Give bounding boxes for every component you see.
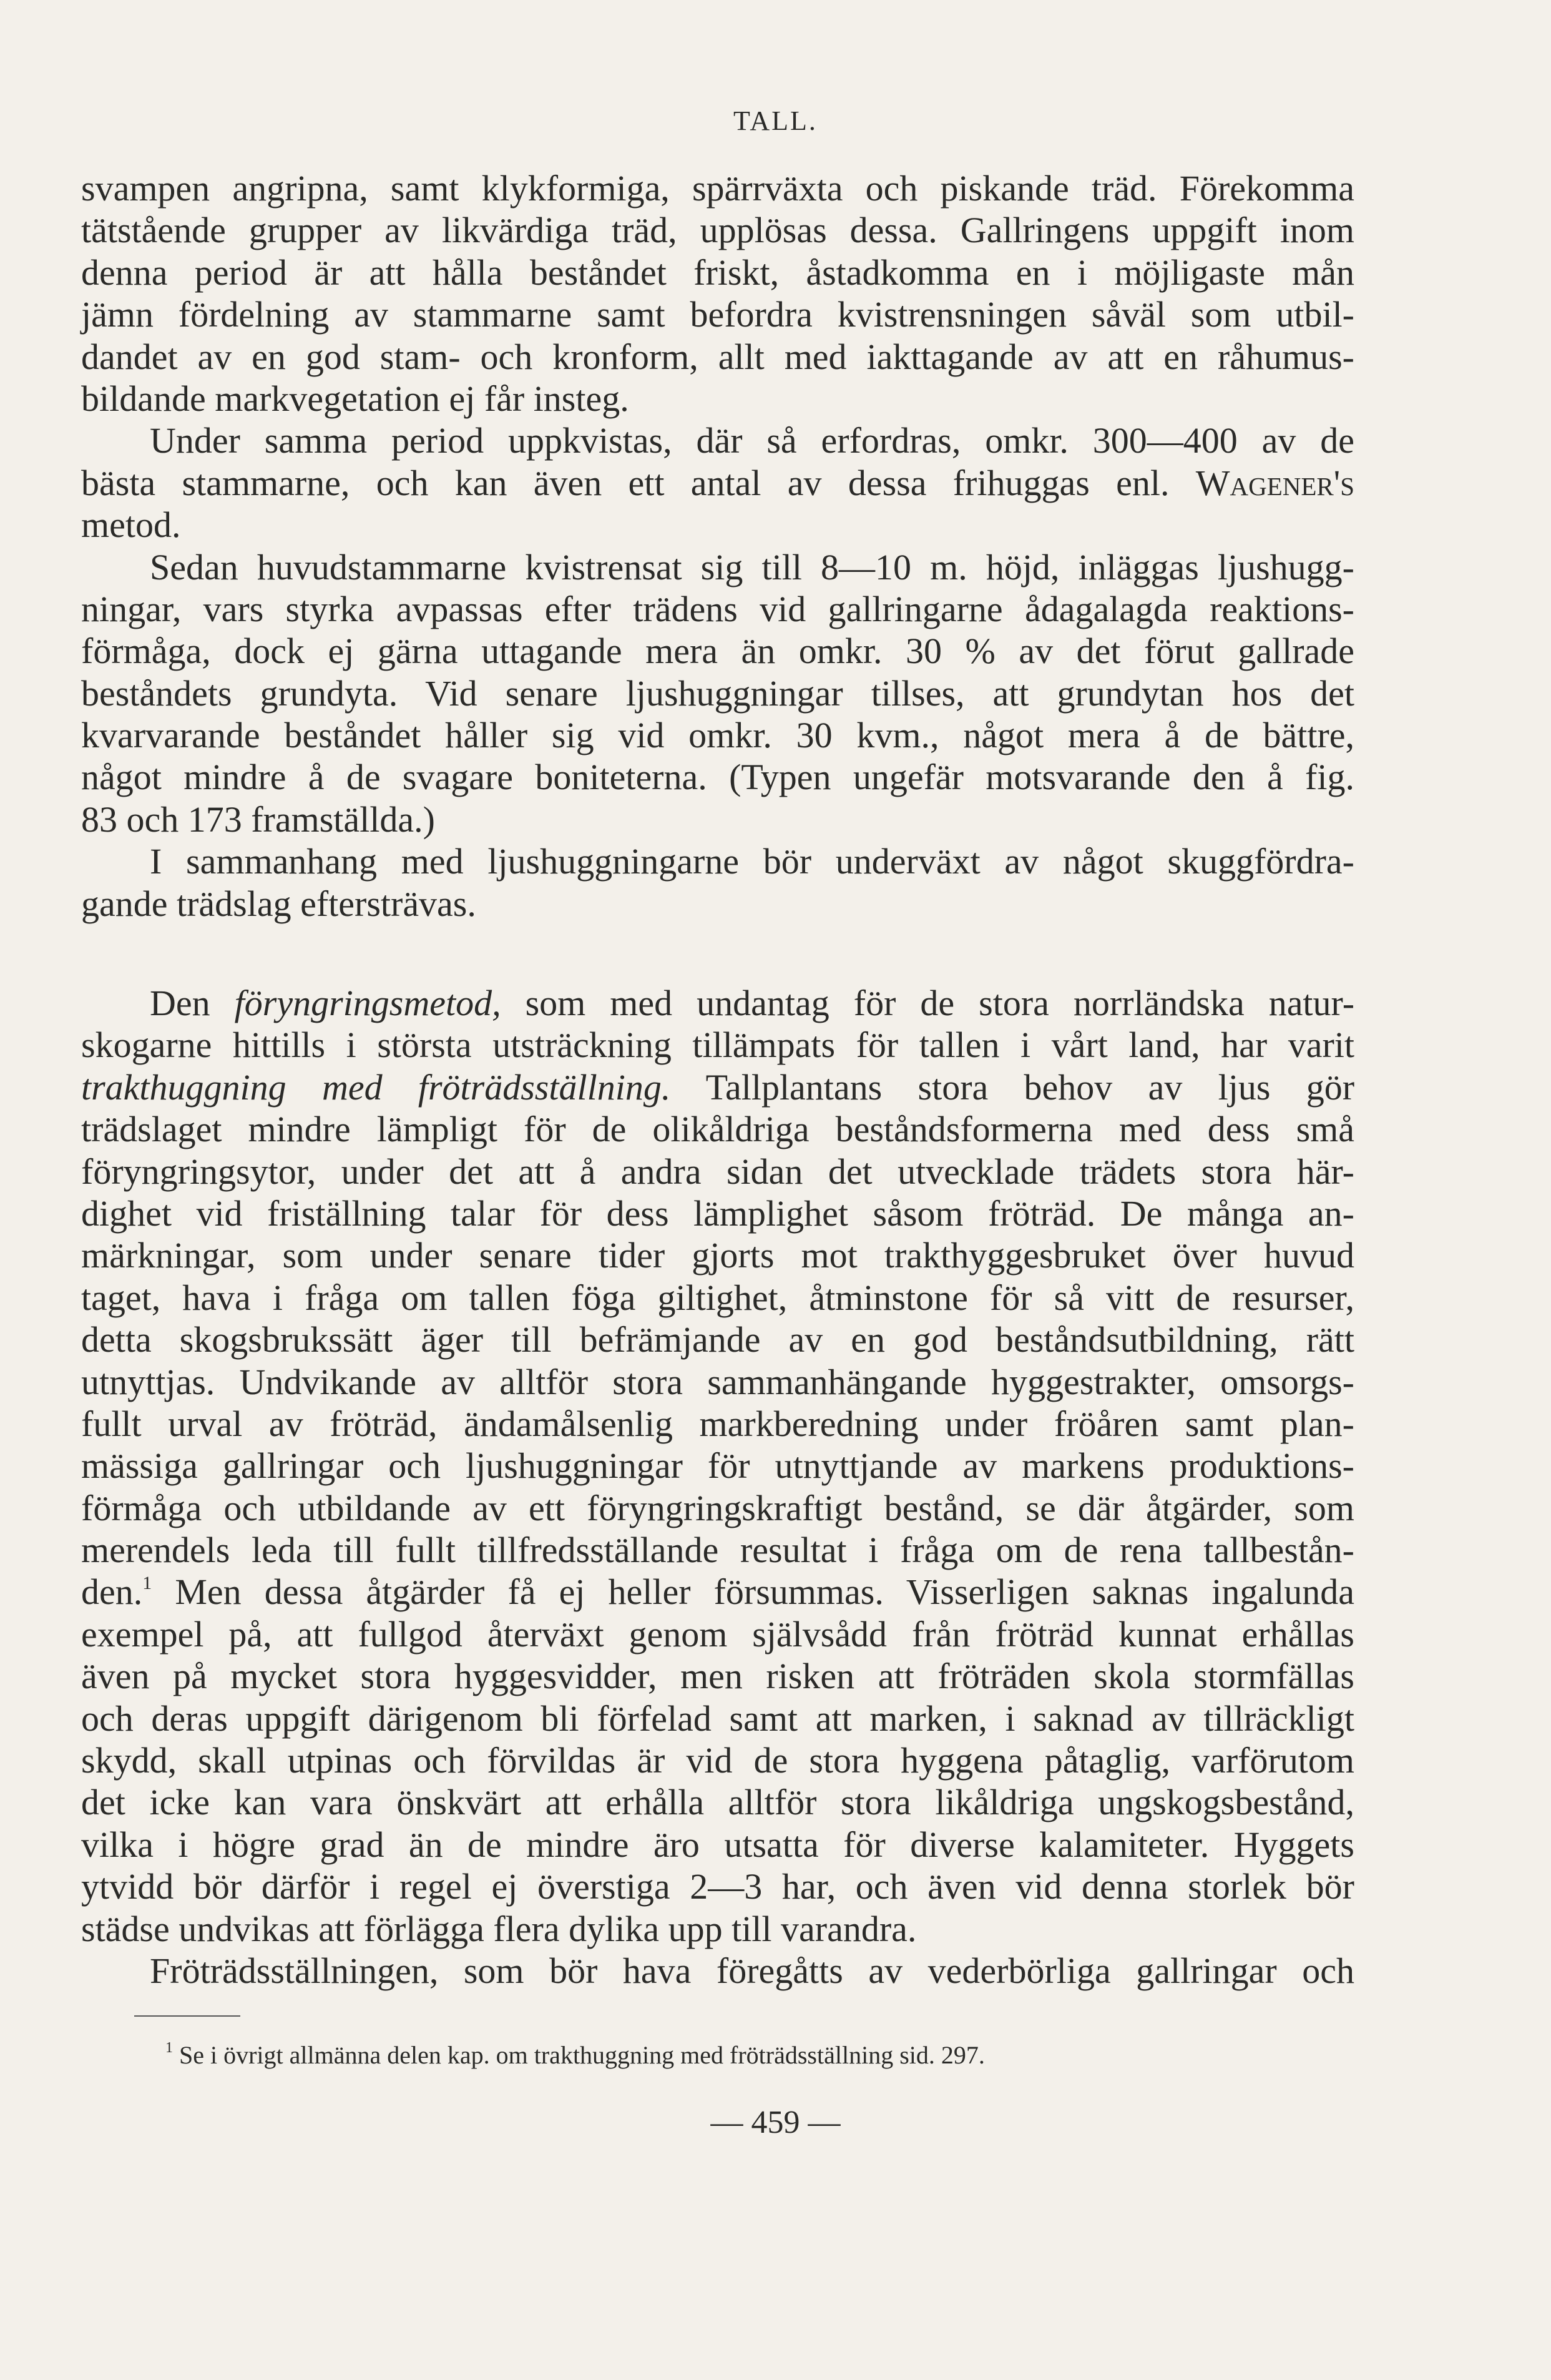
- footnote-text: Se i övrigt allmänna delen kap. om trakthuggning med fröträdsställning sid. 297.: [179, 2041, 985, 2069]
- text-line: mässiga gallringar och ljushuggningar för utnyttjande av markens produktions-: [81, 1445, 1354, 1487]
- italic-term: föryngringsmetod,: [234, 983, 501, 1023]
- text-line: dandet av en god stam- och kronform, allt med iakttagande av att en råhumus-: [81, 336, 1354, 377]
- text-line: och deras uppgift därigenom bli förfelad samt att marken, i saknad av tillräckligt: [81, 1698, 1354, 1739]
- text-fragment: Tallplantans stora behov av ljus gör: [705, 1066, 1355, 1108]
- text-line: utnyttjas. Undvikande av alltför stora sammanhängande hyggestrakter, omsorgs-: [81, 1361, 1354, 1402]
- text-line: förmåga, dock ej gärna uttagande mera än omkr. 30 % av det förut gallrade: [81, 631, 1354, 672]
- footnote-mark: 1: [165, 2040, 173, 2056]
- text-line: taget, hava i fråga om tallen föga giltighet, åtminstone för så vitt de resurser,: [81, 1277, 1354, 1318]
- text-line: ytvidd bör därför i regel ej överstiga 2—3 har, och även vid denna storlek bör: [81, 1866, 1354, 1907]
- text-line: märkningar, som under senare tider gjorts mot trakthyggesbruket över huvud: [81, 1235, 1354, 1276]
- text-line: föryngringsytor, under det att å andra sidan det utvecklade trädets stora här-: [81, 1151, 1354, 1192]
- text-line: även på mycket stora hyggesvidder, men risken att fröträden skola stormfällas: [81, 1656, 1354, 1697]
- text-line: det icke kan vara önskvärt att erhålla alltför stora likåldriga ungskogsbestånd,: [81, 1782, 1354, 1823]
- running-header: TALL.: [733, 106, 818, 136]
- text-fragment: bästa stammarne, och kan även ett antal av dessa frihuggas enl.: [81, 462, 1170, 503]
- text-line: Under samma period uppkvistas, där så erfordras, omkr. 300—400 av de: [150, 420, 1354, 461]
- text-fragment: Men dessa åtgärder få ej heller försummas. Visserligen saknas ingalunda: [175, 1571, 1355, 1613]
- text-line: [81, 462, 1354, 504]
- text-line: metod.: [81, 504, 181, 546]
- paragraph-block-2: [81, 982, 1354, 1992]
- text-line: [81, 1066, 1354, 1108]
- text-line: fullt urval av fröträd, ändamålsenlig markberedning under fröåren samt plan-: [81, 1403, 1354, 1444]
- text-line: Sedan huvudstammarne kvistrensat sig till 8—10 m. höjd, inläggas ljushugg-: [150, 546, 1354, 588]
- text-line: jämn fördelning av stammarne samt befordra kvistrensningen såväl som utbil-: [81, 294, 1354, 335]
- text-line: denna period är att hålla beståndet friskt, åstadkomma en i möjligaste mån: [81, 252, 1354, 293]
- text-line: ningar, vars styrka avpassas efter trädens vid gallringarne ådagalagda reaktions-: [81, 588, 1354, 629]
- author-name: Wagener's: [1195, 462, 1355, 503]
- page-number: — 459 —: [710, 2105, 841, 2140]
- footnote-divider: [134, 2015, 240, 2017]
- text-line: trädslaget mindre lämpligt för de olikåldriga beståndsformerna med dess små: [81, 1109, 1354, 1150]
- text-line: städse undvikas att förlägga flera dylika upp till varandra.: [81, 1908, 917, 1949]
- italic-term: trakthuggning med fröträdsställning.: [81, 1066, 671, 1108]
- footnote-reference: 1: [142, 1573, 152, 1594]
- text-line: något mindre å de svagare boniteterna. (Typen ungefär motsvarande den å fig.: [81, 757, 1354, 798]
- text-line: exempel på, att fullgod återväxt genom självsådd från fröträd kunnat erhållas: [81, 1613, 1354, 1655]
- text-line: [81, 982, 1354, 1024]
- text-line: bildande markvegetation ej får insteg.: [81, 378, 629, 419]
- text-line: beståndets grundyta. Vid senare ljushuggningar tillses, att grundytan hos det: [81, 672, 1354, 714]
- text-line: merendels leda till fullt tillfredsställande resultat i fråga om de rena tallbestån-: [81, 1530, 1354, 1571]
- text-line: förmåga och utbildande av ett föryngringskraftigt bestånd, se där åtgärder, som: [81, 1487, 1354, 1528]
- text-line: svampen angripna, samt klykformiga, spärrväxta och piskande träd. Förekomma: [81, 168, 1354, 209]
- text-line: kvarvarande beståndet håller sig vid omkr. 30 kvm., något mera å de bättre,: [81, 715, 1354, 756]
- text-line: gande trädslag eftersträvas.: [81, 883, 476, 924]
- text-fragment: som med undantag för de stora norrländska natur-: [525, 983, 1355, 1023]
- footnote: [165, 2040, 985, 2070]
- text-line: tätstående grupper av likvärdiga träd, upplösas dessa. Gallringens uppgift inom: [81, 210, 1354, 251]
- text-line: vilka i högre grad än de mindre äro utsatta för diverse kalamiteter. Hyggets: [81, 1824, 1354, 1865]
- text-fragment: Den: [150, 983, 210, 1023]
- text-line: skydd, skall utpinas och förvildas är vid de stora hyggena påtaglig, varförutom: [81, 1740, 1354, 1781]
- text-line: 83 och 173 framställda.): [81, 799, 435, 840]
- paragraph-block-1: [81, 167, 1354, 925]
- text-line: dighet vid friställning talar för dess lämplighet såsom fröträd. De många an-: [81, 1192, 1354, 1234]
- text-line: detta skogsbrukssätt äger till befrämjande av en god beståndsutbildning, rätt: [81, 1319, 1354, 1360]
- text-line: I sammanhang med ljushuggningarne bör underväxt av något skuggfördra-: [150, 841, 1354, 882]
- text-line: Fröträdsställningen, som bör hava föregåtts av vederbörliga gallringar och: [150, 1950, 1354, 1991]
- text-line: [81, 1571, 1354, 1613]
- text-line: skogarne hittills i största utsträckning tillämpats för tallen i vårt land, har varit: [81, 1025, 1354, 1066]
- text-fragment: den.: [81, 1571, 143, 1613]
